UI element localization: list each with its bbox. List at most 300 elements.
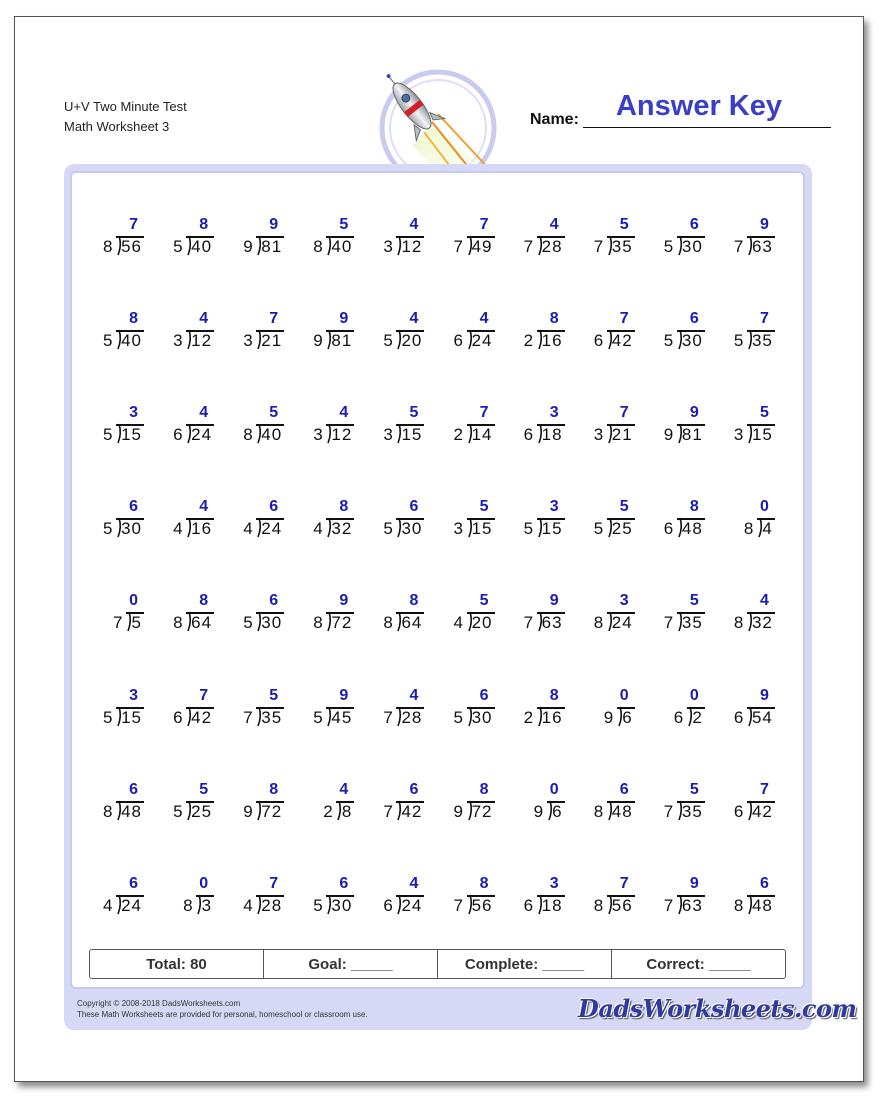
dividend: 54	[751, 707, 773, 727]
divisor: 6	[173, 707, 183, 727]
divisor: 8	[173, 613, 183, 633]
division-problem	[224, 216, 284, 276]
dividend: 81	[681, 425, 703, 445]
quotient-answer: 8	[129, 310, 138, 328]
divisor: 9	[313, 331, 323, 351]
quotient-answer: 7	[619, 310, 629, 328]
dividend: 28	[261, 895, 283, 915]
division-problem	[505, 781, 565, 841]
quotient-answer: 0	[619, 686, 629, 704]
divisor: 6	[663, 519, 674, 539]
quotient-answer: 7	[759, 780, 769, 798]
divisor: 5	[453, 707, 463, 727]
dividend: 30	[681, 331, 703, 351]
quotient-answer: 0	[689, 686, 699, 704]
divisor: 3	[733, 425, 744, 445]
division-problem	[224, 781, 284, 841]
quotient-answer: 6	[759, 874, 769, 892]
divisor: 2	[523, 331, 534, 351]
divisor: 7	[243, 707, 253, 727]
quotient-answer: 7	[619, 874, 629, 892]
quotient-answer: 8	[479, 780, 489, 798]
dividend: 32	[751, 613, 773, 633]
quotient-answer: 5	[619, 498, 629, 516]
name-label: Name:	[530, 111, 579, 128]
division-problem	[84, 875, 144, 935]
dividend: 56	[611, 895, 633, 915]
division-problem	[224, 310, 284, 370]
dividend: 21	[611, 425, 633, 445]
division-problem	[505, 875, 565, 935]
divisor: 4	[173, 519, 183, 539]
dividend: 15	[471, 519, 493, 539]
quotient-answer: 8	[339, 498, 349, 516]
divisor: 8	[103, 801, 113, 821]
divisor: 7	[733, 237, 744, 256]
dividend: 63	[541, 613, 563, 633]
total-cell: Total: 80	[90, 950, 264, 978]
dividend: 14	[471, 425, 493, 445]
division-problem	[575, 687, 635, 747]
division-problem	[84, 498, 144, 558]
quotient-answer: 9	[339, 686, 349, 704]
quotient-answer: 3	[549, 404, 559, 422]
copyright-notice	[77, 998, 368, 1020]
divisor: 3	[593, 425, 604, 445]
division-problem	[364, 404, 424, 464]
quotient-answer: 7	[269, 310, 279, 328]
dividend: 6	[622, 707, 633, 727]
division-problem	[645, 875, 705, 935]
dividend: 42	[751, 801, 773, 821]
dividend: 28	[541, 237, 563, 256]
dividend: 81	[331, 331, 353, 351]
quotient-answer: 6	[619, 780, 629, 798]
divisor: 4	[103, 895, 113, 915]
division-problem	[715, 781, 775, 841]
usage-text: These Math Worksheets are provided for personal, homeschool or classroom use.	[77, 1010, 368, 1019]
division-problem	[224, 592, 284, 652]
divisor: 8	[593, 801, 604, 821]
quotient-answer: 6	[339, 874, 349, 892]
division-problem	[505, 404, 565, 464]
divisor: 5	[173, 801, 183, 821]
division-problem	[294, 498, 354, 558]
divisor: 9	[243, 801, 253, 821]
division-problem	[364, 592, 424, 652]
dividend: 30	[261, 613, 283, 633]
quotient-answer: 9	[549, 592, 559, 610]
quotient-answer: 7	[619, 404, 629, 422]
division-problem	[364, 498, 424, 558]
divisor: 5	[663, 331, 674, 351]
quotient-answer: 8	[409, 592, 419, 610]
divisor: 3	[313, 425, 323, 445]
divisor: 3	[243, 331, 253, 351]
dividend: 42	[611, 331, 633, 351]
dividend: 24	[401, 895, 423, 915]
dividend: 56	[121, 237, 142, 256]
divisor: 8	[733, 895, 744, 915]
dividend: 48	[121, 801, 142, 821]
quotient-answer: 3	[129, 404, 138, 422]
dividend: 48	[751, 895, 773, 915]
divisor: 7	[663, 895, 674, 915]
dividend: 15	[751, 425, 773, 445]
divisor: 2	[323, 801, 333, 821]
division-problem	[294, 781, 354, 841]
quotient-answer: 9	[269, 216, 279, 233]
dividend: 35	[751, 331, 773, 351]
dividend: 16	[541, 707, 563, 727]
divisor: 5	[313, 895, 323, 915]
division-problem	[715, 592, 775, 652]
dividend: 12	[331, 425, 353, 445]
division-problem	[715, 498, 775, 558]
division-problem	[645, 498, 705, 558]
quotient-answer: 9	[759, 686, 769, 704]
division-problem	[435, 216, 495, 276]
divisor: 9	[243, 237, 253, 256]
quotient-answer: 8	[549, 686, 559, 704]
division-problem	[645, 404, 705, 464]
division-problem	[645, 687, 705, 747]
quotient-answer: 4	[409, 310, 419, 328]
divisor: 8	[313, 237, 323, 256]
problems-area	[70, 171, 805, 989]
quotient-answer: 6	[269, 592, 279, 610]
dividend: 32	[331, 519, 353, 539]
quotient-answer: 0	[129, 592, 138, 610]
division-problem	[154, 875, 214, 935]
divisor: 6	[173, 425, 183, 445]
dividend: 30	[681, 237, 703, 256]
dividend: 56	[471, 895, 493, 915]
dividend: 40	[191, 237, 213, 256]
division-problem	[364, 781, 424, 841]
correct-cell: Correct: _____	[646, 955, 751, 973]
division-problem	[575, 781, 635, 841]
dividend: 20	[401, 331, 423, 351]
division-problem	[84, 592, 144, 652]
division-problem	[154, 310, 214, 370]
quotient-answer: 4	[199, 498, 209, 516]
divisor: 8	[103, 237, 113, 256]
dividend: 48	[681, 519, 703, 539]
quotient-answer: 4	[199, 404, 209, 422]
division-problem	[645, 216, 705, 276]
score-bar	[89, 949, 786, 979]
division-problem	[294, 404, 354, 464]
divisor: 9	[663, 425, 674, 445]
answer-key-text: Answer Key	[615, 90, 782, 122]
quotient-answer: 4	[479, 310, 489, 328]
quotient-answer: 7	[759, 310, 769, 328]
quotient-answer: 8	[199, 216, 209, 233]
divisor: 7	[383, 707, 393, 727]
dividend: 35	[681, 613, 703, 633]
divisor: 3	[383, 237, 393, 256]
quotient-answer: 3	[619, 592, 629, 610]
division-problem	[505, 498, 565, 558]
dividend: 24	[611, 613, 633, 633]
dividend: 45	[331, 707, 353, 727]
division-problem	[364, 310, 424, 370]
divisor: 8	[243, 425, 253, 445]
divisor: 5	[523, 519, 534, 539]
quotient-answer: 6	[409, 780, 419, 798]
division-problem	[435, 781, 495, 841]
divisor: 8	[733, 613, 744, 633]
divisor: 8	[743, 519, 754, 539]
quotient-answer: 4	[409, 874, 419, 892]
dividend: 4	[762, 519, 773, 539]
dividend: 24	[261, 519, 283, 539]
division-problem	[84, 404, 144, 464]
division-problem	[715, 687, 775, 747]
dividend: 30	[401, 519, 423, 539]
divisor: 7	[113, 613, 123, 633]
dividend: 64	[191, 613, 213, 633]
quotient-answer: 6	[479, 686, 489, 704]
divisor: 4	[453, 613, 463, 633]
divisor: 5	[593, 519, 604, 539]
division-problem	[364, 216, 424, 276]
division-problem	[84, 310, 144, 370]
divisor: 8	[313, 613, 323, 633]
quotient-answer: 5	[339, 216, 349, 233]
division-problem	[435, 875, 495, 935]
division-problem	[294, 216, 354, 276]
divisor: 7	[383, 801, 393, 821]
divisor: 5	[103, 519, 113, 539]
division-problem	[435, 592, 495, 652]
quotient-answer: 5	[409, 404, 419, 422]
dividend: 15	[121, 425, 142, 445]
dividend: 63	[751, 237, 773, 256]
quotient-answer: 3	[549, 498, 559, 516]
quotient-answer: 3	[129, 686, 138, 704]
quotient-answer: 4	[759, 592, 769, 610]
division-problem	[224, 498, 284, 558]
dividend: 48	[611, 801, 633, 821]
division-problem	[84, 781, 144, 841]
division-problem	[84, 687, 144, 747]
dividend: 40	[121, 331, 142, 351]
division-problem	[575, 875, 635, 935]
division-problem	[224, 875, 284, 935]
divisor: 6	[593, 331, 604, 351]
dividend: 72	[261, 801, 283, 821]
division-problem	[435, 310, 495, 370]
division-problem	[645, 781, 705, 841]
divisor: 5	[733, 331, 744, 351]
dividend: 24	[191, 425, 213, 445]
dividend: 63	[681, 895, 703, 915]
division-problem	[154, 781, 214, 841]
dividend: 16	[191, 519, 213, 539]
division-problem	[154, 687, 214, 747]
division-problem	[364, 687, 424, 747]
quotient-answer: 7	[479, 216, 489, 233]
quotient-answer: 4	[339, 404, 349, 422]
quotient-answer: 0	[199, 874, 209, 892]
divisor: 3	[453, 519, 463, 539]
goal-cell: Goal: _____	[264, 950, 438, 978]
dividend: 18	[541, 895, 563, 915]
division-problem	[645, 592, 705, 652]
complete-cell: Complete: _____	[438, 950, 612, 978]
quotient-answer: 5	[689, 780, 699, 798]
division-problem	[575, 498, 635, 558]
quotient-answer: 8	[689, 498, 699, 516]
divisor: 6	[733, 801, 744, 821]
dividend: 30	[331, 895, 353, 915]
quotient-answer: 9	[339, 592, 349, 610]
divisor: 3	[173, 331, 183, 351]
divisor: 6	[523, 425, 534, 445]
division-problem	[154, 592, 214, 652]
quotient-answer: 6	[689, 310, 699, 328]
quotient-answer: 0	[549, 780, 559, 798]
quotient-answer: 4	[409, 686, 419, 704]
divisor: 7	[523, 613, 534, 633]
title-line-2: Math Worksheet 3	[64, 119, 170, 134]
dividend: 30	[471, 707, 493, 727]
dividend: 42	[401, 801, 423, 821]
division-problem	[84, 216, 144, 276]
quotient-answer: 8	[549, 310, 559, 328]
quotient-answer: 5	[479, 498, 489, 516]
division-problem	[294, 592, 354, 652]
divisor: 8	[183, 895, 193, 915]
quotient-answer: 4	[199, 310, 209, 328]
dadsworksheets-logo: DadsWorksheets.com	[578, 994, 857, 1023]
divisor: 5	[383, 331, 393, 351]
quotient-answer: 9	[339, 310, 349, 328]
divisor: 5	[103, 707, 113, 727]
dividend: 12	[401, 237, 423, 256]
division-problem	[364, 875, 424, 935]
quotient-answer: 5	[479, 592, 489, 610]
quotient-answer: 3	[549, 874, 559, 892]
division-problem	[575, 310, 635, 370]
dividend: 49	[471, 237, 493, 256]
divisor: 4	[243, 895, 253, 915]
quotient-answer: 6	[129, 874, 138, 892]
quotient-answer: 9	[759, 216, 769, 233]
divisor: 8	[383, 613, 393, 633]
dividend: 30	[121, 519, 142, 539]
quotient-answer: 8	[479, 874, 489, 892]
division-problem	[224, 687, 284, 747]
quotient-answer: 8	[269, 780, 279, 798]
title-line-1: U+V Two Minute Test	[64, 99, 187, 114]
quotient-answer: 4	[409, 216, 419, 233]
dividend: 64	[401, 613, 423, 633]
name-line	[583, 127, 831, 128]
dividend: 6	[552, 801, 563, 821]
dividend: 15	[401, 425, 423, 445]
divisor: 2	[453, 425, 463, 445]
dividend: 5	[131, 613, 142, 633]
divisor: 4	[313, 519, 323, 539]
divisor: 6	[673, 707, 684, 727]
dividend: 16	[541, 331, 563, 351]
division-problem	[294, 687, 354, 747]
divisor: 5	[383, 519, 393, 539]
dividend: 28	[401, 707, 423, 727]
division-problem	[715, 404, 775, 464]
dividend: 15	[541, 519, 563, 539]
divisor: 2	[523, 707, 534, 727]
division-problem	[435, 498, 495, 558]
division-problem	[575, 404, 635, 464]
division-problem	[505, 310, 565, 370]
dividend: 15	[121, 707, 142, 727]
dividend: 20	[471, 613, 493, 633]
quotient-answer: 9	[689, 874, 699, 892]
divisor: 6	[523, 895, 534, 915]
division-problem	[294, 310, 354, 370]
divisor: 5	[103, 331, 113, 351]
divisor: 6	[383, 895, 393, 915]
dividend: 21	[261, 331, 283, 351]
divisor: 8	[593, 895, 604, 915]
quotient-answer: 6	[129, 780, 138, 798]
dividend: 24	[121, 895, 142, 915]
copyright-text: Copyright © 2008-2018 DadsWorksheets.com	[77, 999, 241, 1008]
quotient-answer: 7	[129, 216, 138, 233]
divisor: 9	[533, 801, 544, 821]
quotient-answer: 8	[199, 592, 209, 610]
division-problem	[154, 498, 214, 558]
dividend: 35	[681, 801, 703, 821]
divisor: 7	[453, 895, 463, 915]
quotient-answer: 6	[689, 216, 699, 233]
quotient-answer: 6	[269, 498, 279, 516]
division-problem	[154, 404, 214, 464]
division-problem	[575, 592, 635, 652]
quotient-answer: 5	[199, 780, 209, 798]
dividend: 2	[692, 707, 703, 727]
quotient-answer: 7	[479, 404, 489, 422]
division-problem	[294, 875, 354, 935]
quotient-answer: 5	[269, 404, 279, 422]
divisor: 4	[243, 519, 253, 539]
dividend: 12	[191, 331, 213, 351]
quotient-answer: 5	[269, 686, 279, 704]
quotient-answer: 6	[409, 498, 419, 516]
dividend: 40	[261, 425, 283, 445]
divisor: 9	[453, 801, 463, 821]
dividend: 8	[341, 801, 353, 821]
division-problem	[224, 404, 284, 464]
divisor: 6	[733, 707, 744, 727]
dividend: 81	[261, 237, 283, 256]
division-problem	[154, 216, 214, 276]
dividend: 3	[201, 895, 213, 915]
division-problem	[435, 687, 495, 747]
quotient-answer: 0	[759, 498, 769, 516]
dividend: 18	[541, 425, 563, 445]
dividend: 35	[261, 707, 283, 727]
dividend: 72	[331, 613, 353, 633]
quotient-answer: 5	[759, 404, 769, 422]
quotient-answer: 7	[269, 874, 279, 892]
divisor: 5	[313, 707, 323, 727]
dividend: 40	[331, 237, 353, 256]
